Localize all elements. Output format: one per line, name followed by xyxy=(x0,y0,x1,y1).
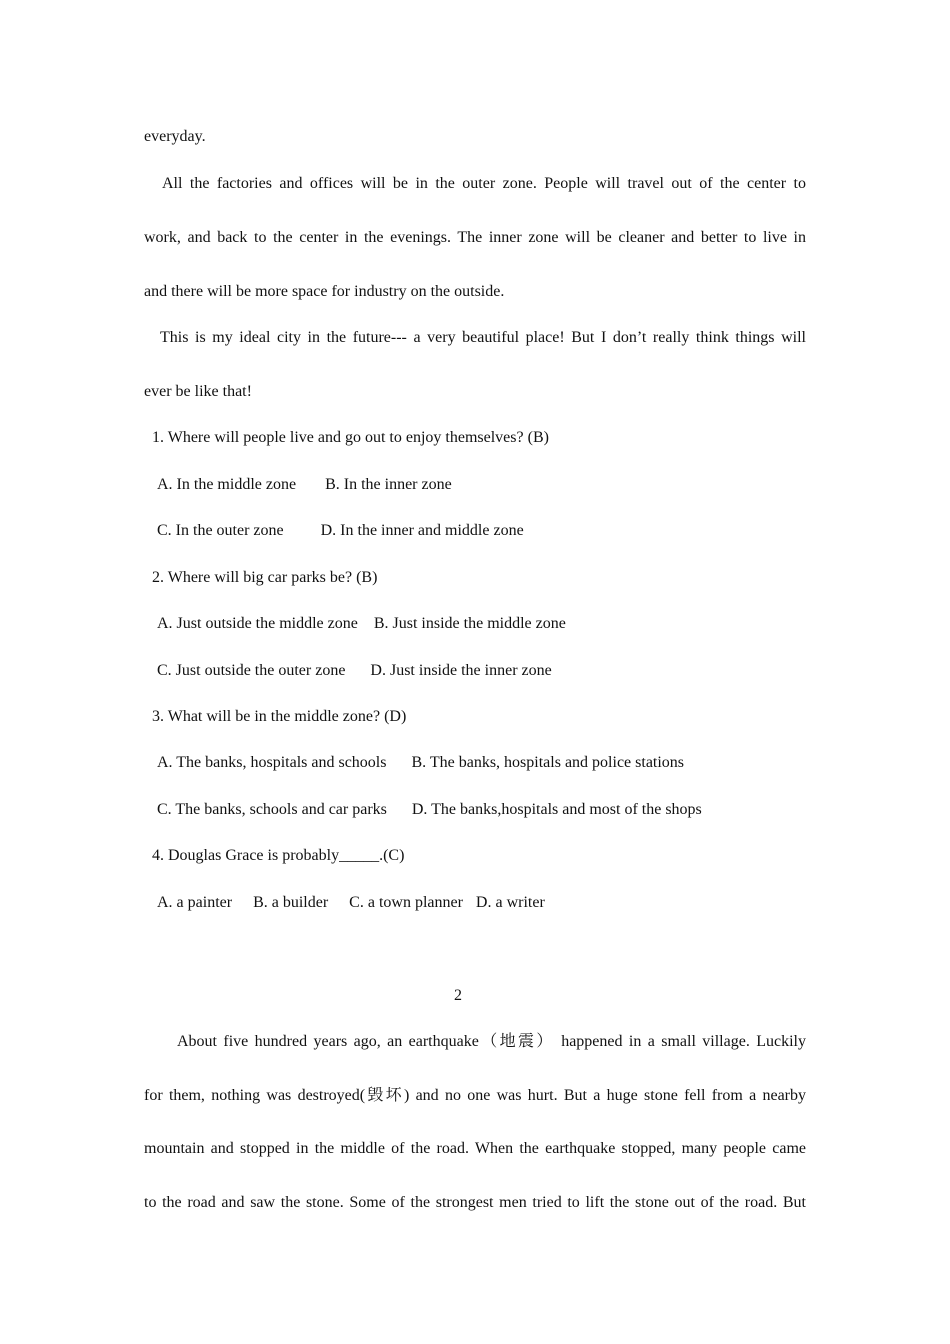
paragraph-line: This is my ideal city in the future--- a very beautiful place! But I don’t really think things will xyxy=(160,329,806,346)
paragraph-line: All the factories and offices will be in the outer zone. People will travel out of the center to xyxy=(162,175,806,192)
option-c: C. a town planner xyxy=(349,894,463,911)
option-c: C. In the outer zone xyxy=(157,522,284,539)
question-stem: 3. What will be in the middle zone? (D) xyxy=(152,708,407,725)
paragraph-line: work, and back to the center in the evenings. The inner zone will be cleaner and better to live in xyxy=(144,229,806,246)
option-row xyxy=(157,753,684,773)
option-d: D. a writer xyxy=(475,894,545,911)
option-a: A. The banks, hospitals and schools xyxy=(157,754,387,771)
paragraph-line: mountain and stopped in the middle of the road. When the earthquake stopped, many people came xyxy=(144,1140,806,1157)
option-b: B. In the inner zone xyxy=(325,476,452,493)
option-row xyxy=(157,614,566,634)
option-b: B. The banks, hospitals and police stations xyxy=(411,754,685,771)
option-row xyxy=(157,800,702,820)
option-a: A. a painter xyxy=(157,894,233,911)
option-b: B. a builder xyxy=(253,894,329,911)
option-a: A. Just outside the middle zone xyxy=(157,615,358,632)
section-number: 2 xyxy=(454,987,462,1004)
option-row xyxy=(157,661,552,681)
paragraph-line: and there will be more space for industry on the outside. xyxy=(144,283,505,300)
option-d: D. Just inside the inner zone xyxy=(370,662,552,679)
option-d: D. The banks,hospitals and most of the shops xyxy=(411,801,702,818)
question-stem: 1. Where will people live and go out to enjoy themselves? (B) xyxy=(152,429,549,446)
option-row xyxy=(157,475,452,495)
paragraph-line: ever be like that! xyxy=(144,383,252,400)
question-stem: 4. Douglas Grace is probably_____.(C) xyxy=(152,847,405,864)
option-b: B. Just inside the middle zone xyxy=(373,615,566,632)
option-a: A. In the middle zone xyxy=(157,476,297,493)
option-d: D. In the inner and middle zone xyxy=(320,522,524,539)
option-c: C. The banks, schools and car parks xyxy=(157,801,387,818)
paragraph-line: for them, nothing was destroyed(毁坏) and no one was hurt. But a huge stone fell from a nearby xyxy=(144,1087,806,1104)
option-row xyxy=(157,893,545,913)
text-line: everyday. xyxy=(144,128,206,145)
paragraph-line: to the road and saw the stone. Some of the strongest men tried to lift the stone out of the road. But xyxy=(144,1194,806,1211)
question-stem: 2. Where will big car parks be? (B) xyxy=(152,569,378,586)
option-row xyxy=(157,521,524,541)
paragraph-line: About five hundred years ago, an earthquake（地震） happened in a small village. Luckily xyxy=(177,1033,806,1050)
option-c: C. Just outside the outer zone xyxy=(157,662,346,679)
